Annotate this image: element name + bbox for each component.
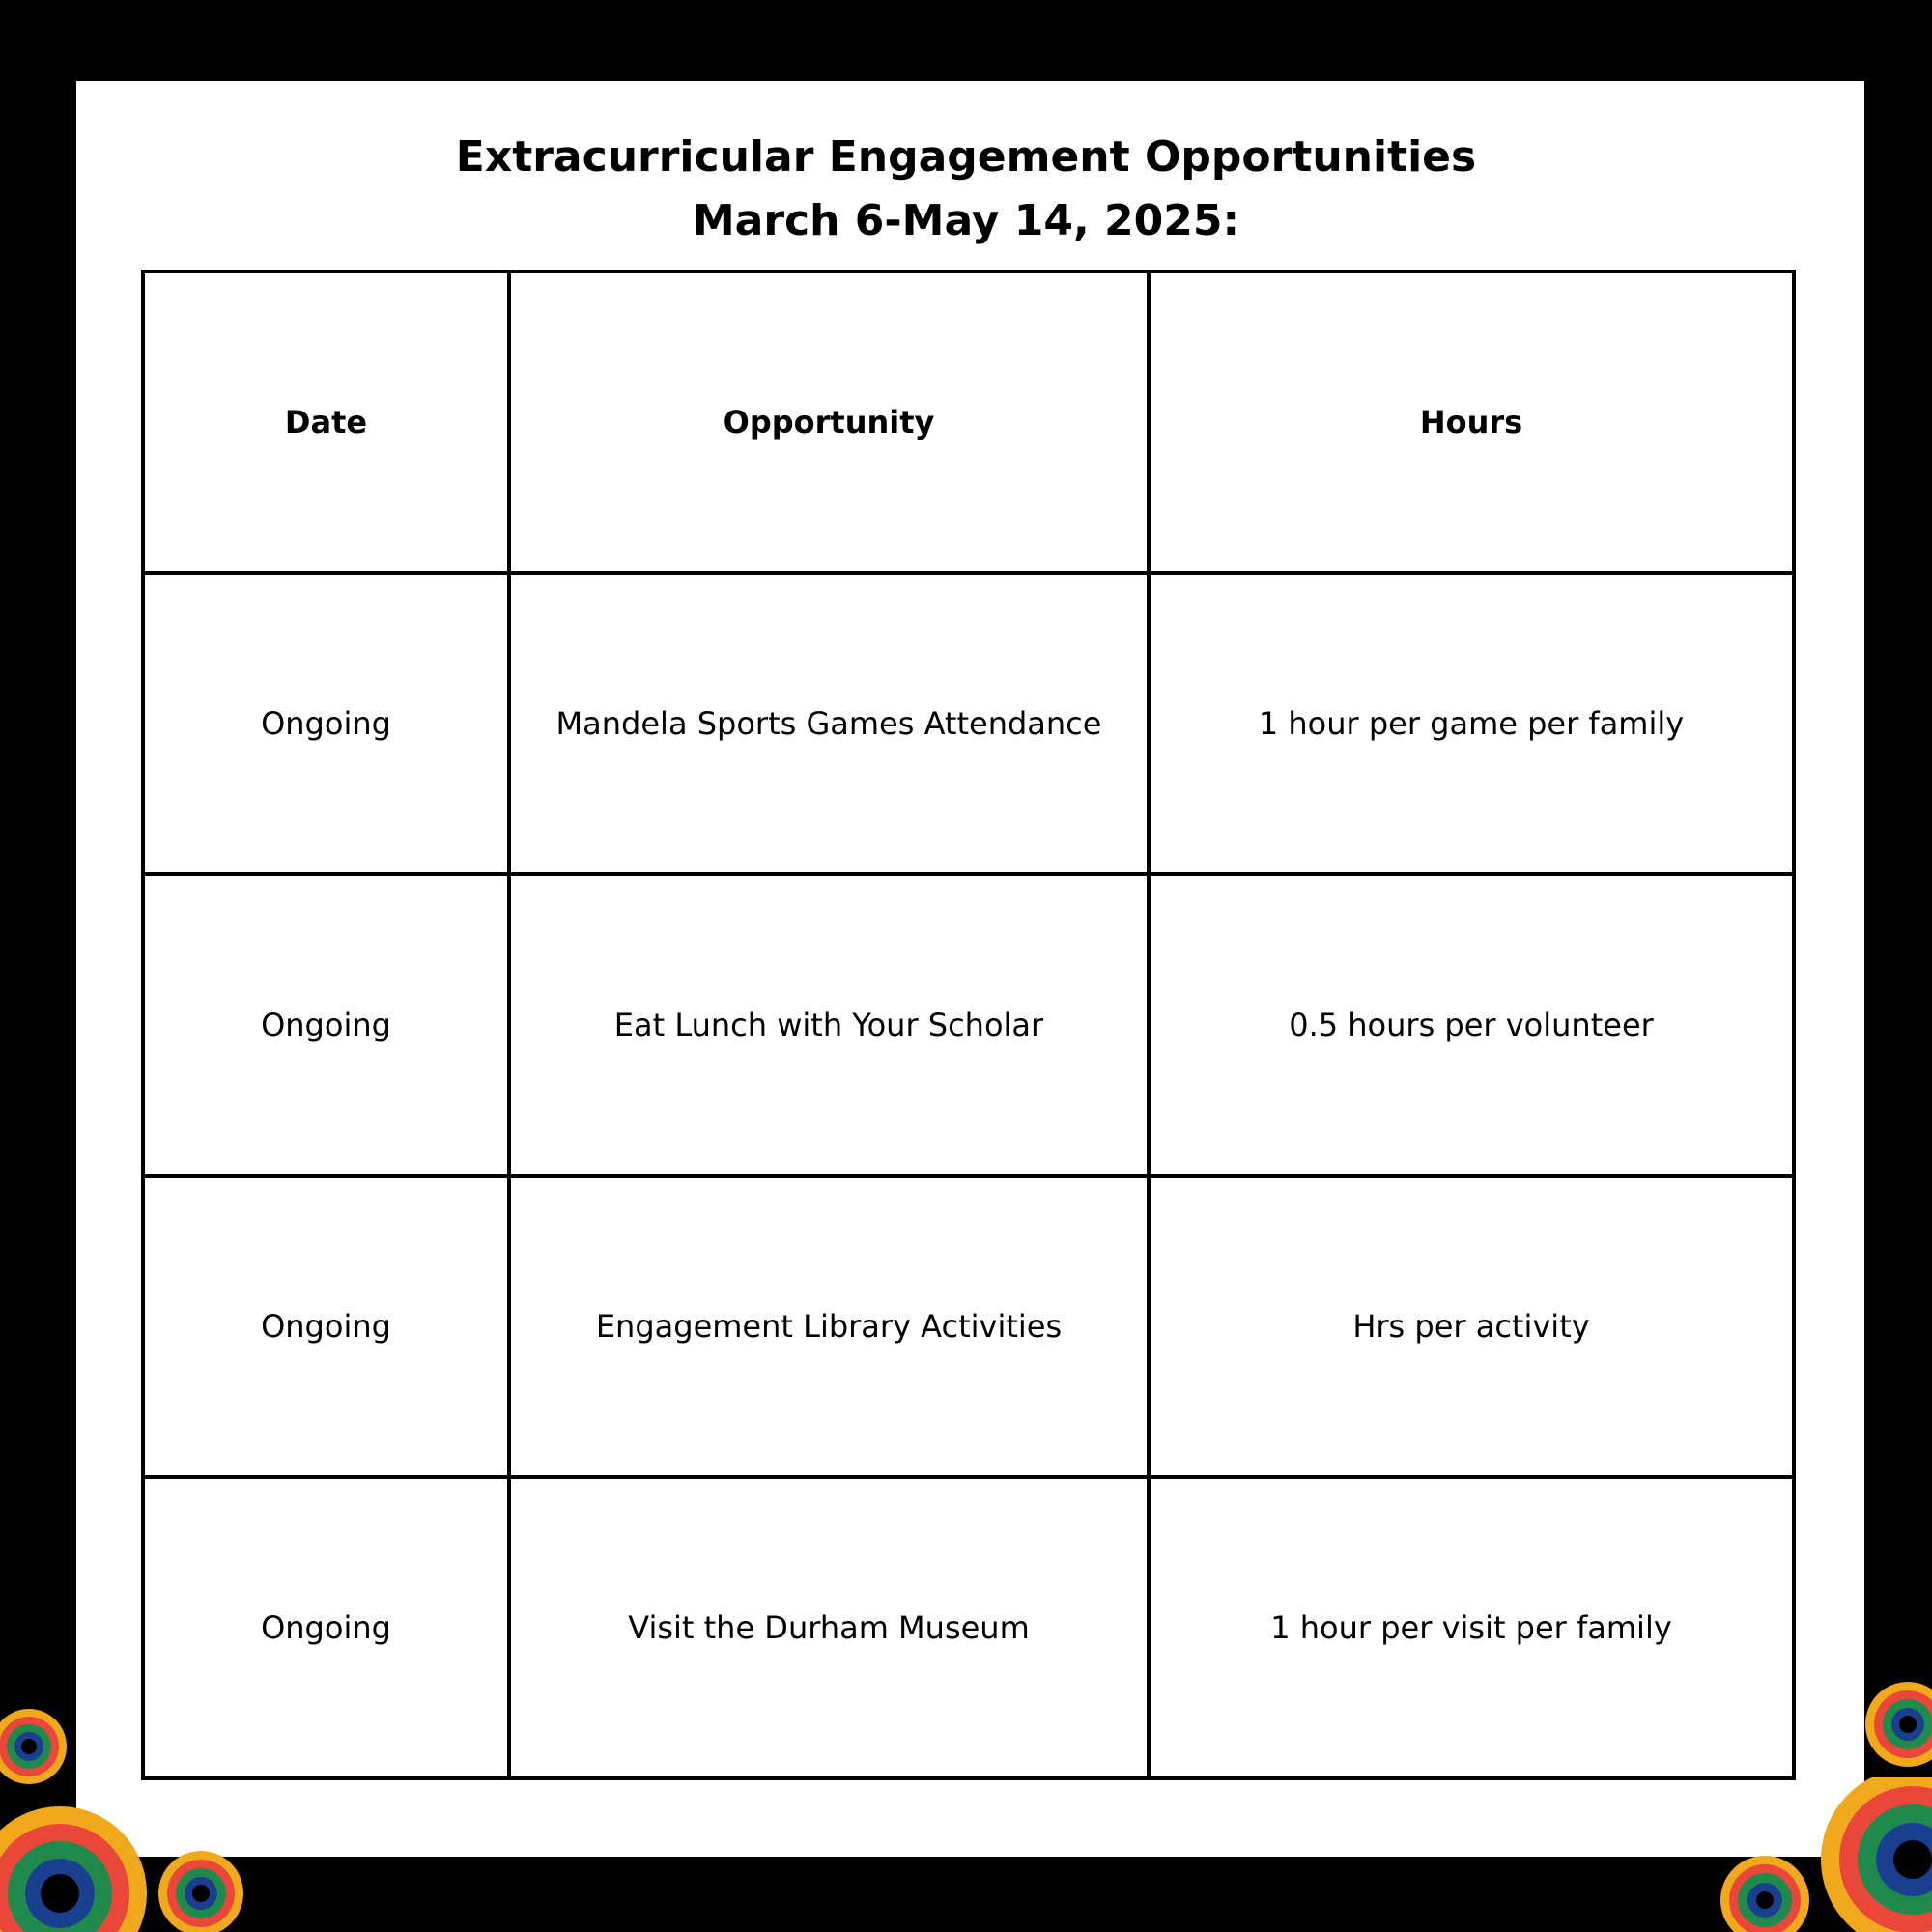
swirl-circle-icon xyxy=(1860,1676,1932,1773)
header-opportunity: Opportunity xyxy=(509,271,1149,573)
cell-date: Ongoing xyxy=(143,874,509,1176)
cell-date: Ongoing xyxy=(143,573,509,874)
table-row xyxy=(143,573,1794,874)
title-line-1: Extracurricular Engagement Opportunities xyxy=(455,132,1477,182)
cell-opportunity: Engagement Library Activities xyxy=(509,1176,1149,1477)
swirl-circle-icon xyxy=(155,1845,251,1932)
header-hours: Hours xyxy=(1149,271,1794,573)
cell-hours: 0.5 hours per volunteer xyxy=(1149,874,1794,1176)
table-header-row xyxy=(143,271,1794,573)
cell-opportunity: Mandela Sports Games Attendance xyxy=(509,573,1149,874)
table-row xyxy=(143,1477,1794,1778)
cell-opportunity: Eat Lunch with Your Scholar xyxy=(509,874,1149,1176)
table-row xyxy=(143,1176,1794,1477)
cell-hours: 1 hour per visit per family xyxy=(1149,1477,1794,1778)
cell-date: Ongoing xyxy=(143,1176,509,1477)
table-row xyxy=(143,874,1794,1176)
cell-hours: 1 hour per game per family xyxy=(1149,573,1794,874)
cell-date: Ongoing xyxy=(143,1477,509,1778)
header-date: Date xyxy=(143,271,509,573)
swirl-circle-icon xyxy=(1816,1777,1932,1932)
cell-opportunity: Visit the Durham Museum xyxy=(509,1477,1149,1778)
swirl-circle-icon xyxy=(0,1695,77,1792)
cell-hours: Hrs per activity xyxy=(1149,1176,1794,1477)
opportunities-table xyxy=(141,270,1796,1780)
swirl-circle-icon xyxy=(1715,1850,1816,1932)
title-line-2: March 6-May 14, 2025: xyxy=(692,196,1240,245)
page-title xyxy=(0,126,1932,253)
swirl-circle-icon xyxy=(0,1797,155,1932)
